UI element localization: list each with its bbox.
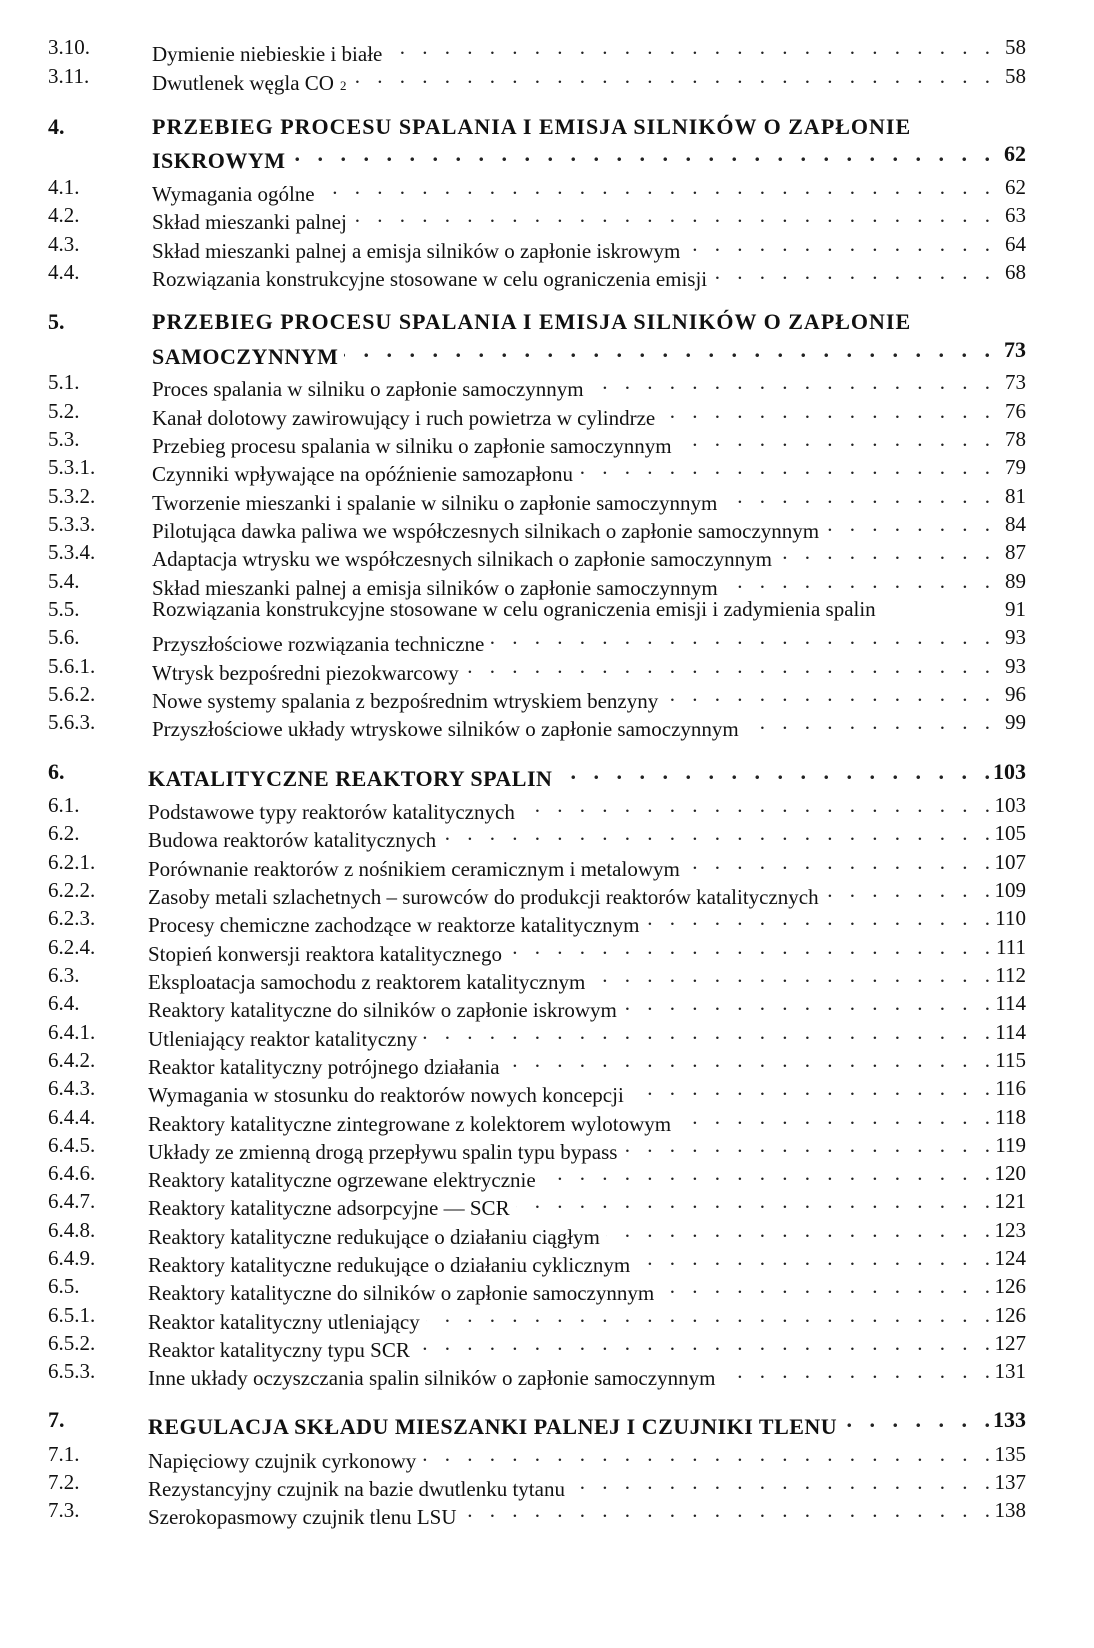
toc-section-title: Wtrysk bezpośredni piezokwarcowy	[152, 661, 459, 685]
toc-page-number: 73	[1004, 337, 1026, 362]
toc-entry[interactable]	[0, 397, 1094, 430]
toc-entry[interactable]	[0, 933, 1094, 966]
toc-section-title: Eksploatacja samochodu z reaktorem katalitycznym	[148, 970, 586, 994]
toc-entry[interactable]	[0, 1046, 1094, 1079]
toc-section-number: 6.4.1.	[48, 1020, 96, 1044]
toc-chapter-title: SAMOCZYNNYM	[152, 344, 339, 369]
toc-section-number: 6.5.1.	[48, 1303, 96, 1327]
dot-leader	[416, 1329, 990, 1357]
toc-page-number: 78	[1005, 427, 1026, 451]
toc-page-number: 110	[995, 906, 1026, 930]
dot-leader	[606, 1216, 990, 1244]
dot-leader	[660, 1272, 990, 1300]
toc-entry[interactable]	[0, 1187, 1094, 1220]
toc-page-number: 133	[993, 1407, 1026, 1432]
toc-section-number: 6.2.2.	[48, 878, 96, 902]
toc-section-number: 6.4.9.	[48, 1246, 96, 1270]
toc-section-title: Dymienie niebieskie i białe	[152, 42, 383, 66]
toc-page-number: 89	[1005, 569, 1026, 593]
dot-leader	[516, 1187, 990, 1215]
dot-leader	[344, 336, 990, 364]
toc-section-number: 3.10.	[48, 35, 90, 59]
dot-leader	[442, 819, 990, 847]
toc-section-number: 5.6.	[48, 625, 80, 649]
toc-page-number: 137	[994, 1470, 1026, 1494]
toc-section-number: 6.2.	[48, 821, 80, 845]
toc-entry[interactable]	[0, 680, 1094, 713]
toc-section-number: 7.1.	[48, 1442, 80, 1466]
toc-page-number: 84	[1005, 512, 1026, 536]
toc-section-number: 5.6.2.	[48, 682, 96, 706]
toc-section-number: 7.3.	[48, 1498, 80, 1522]
toc-section-title: Reaktor katalityczny typu SCR	[148, 1338, 410, 1362]
toc-entry[interactable]	[0, 1018, 1094, 1051]
toc-section-number: 6.5.	[48, 1274, 80, 1298]
dot-leader	[636, 1244, 990, 1272]
toc-section-title: Skład mieszanki palnej a emisja silników o zapłonie iskrowym	[152, 239, 681, 263]
toc-section-number: 5.3.3.	[48, 512, 96, 536]
toc-section-title: Procesy chemiczne zachodzące w reaktorze katalitycznym	[148, 913, 640, 937]
toc-chapter-number: 7.	[48, 1407, 65, 1432]
toc-page-number: 62	[1004, 141, 1026, 166]
toc-section-title: Reaktor katalityczny potrójnego działania	[148, 1055, 500, 1079]
toc-section-number: 6.2.4.	[48, 935, 96, 959]
toc-page-number: 91	[1005, 597, 1026, 621]
dot-leader	[388, 33, 990, 61]
dot-leader	[506, 1046, 990, 1074]
toc-entry[interactable]	[0, 595, 1094, 623]
toc-entry[interactable]	[0, 1244, 1094, 1277]
toc-section-number: 4.1.	[48, 175, 80, 199]
toc-entry[interactable]	[0, 173, 1094, 206]
toc-entry[interactable]	[0, 904, 1094, 937]
toc-section-title: Reaktory katalityczne redukujące o działaniu ciągłym	[148, 1225, 600, 1249]
toc-page-number: 96	[1005, 682, 1026, 706]
toc-entry[interactable]	[0, 1301, 1094, 1334]
toc-page-number: 123	[994, 1218, 1026, 1242]
toc-chapter-entry[interactable]	[0, 758, 1094, 791]
toc-entry[interactable]	[0, 33, 1094, 66]
toc-entry[interactable]	[0, 1440, 1094, 1473]
dot-leader	[422, 1440, 990, 1468]
toc-section-number: 6.4.	[48, 991, 80, 1015]
toc-page-number: 118	[995, 1105, 1026, 1129]
toc-section-title: Wymagania w stosunku do reaktorów nowych koncepcji	[148, 1083, 624, 1107]
dot-leader	[490, 623, 990, 651]
toc-section-number: 4.4.	[48, 260, 80, 284]
toc-section-number: 6.5.2.	[48, 1331, 96, 1355]
toc-section-title: Rozwiązania konstrukcyjne stosowane w celu ograniczenia emisji i zadymienia spalin	[152, 597, 876, 621]
toc-page-number: 135	[994, 1442, 1026, 1466]
toc-section-number: 5.5.	[48, 597, 80, 621]
dot-leader	[542, 1159, 990, 1187]
toc-section-title: Reaktory katalityczne do silników o zapłonie iskrowym	[148, 998, 617, 1022]
dot-leader	[745, 708, 990, 736]
toc-section-number: 5.6.3.	[48, 710, 96, 734]
toc-page-number: 112	[995, 963, 1026, 987]
toc-entry[interactable]	[0, 791, 1094, 824]
toc-section-number: 5.3.2.	[48, 484, 96, 508]
toc-entry[interactable]	[0, 538, 1094, 571]
toc-chapter-number: 6.	[48, 759, 65, 784]
toc-entry[interactable]	[0, 1468, 1094, 1501]
toc-chapter-title: REGULACJA SKŁADU MIESZANKI PALNEJ I CZUJNIKI TLENU	[148, 1414, 838, 1439]
toc-entry[interactable]	[0, 453, 1094, 486]
toc-section-title: Dwutlenek węgla CO	[152, 71, 334, 95]
toc-section-title: Inne układy oczyszczania spalin silników o zapłonie samoczynnym	[148, 1366, 716, 1390]
dot-leader	[590, 368, 990, 396]
toc-entry[interactable]	[0, 1272, 1094, 1305]
toc-page-number: 114	[995, 991, 1026, 1015]
toc-section-title: Proces spalania w silniku o zapłonie samoczynnym	[152, 377, 584, 401]
toc-section-title: Przyszłościowe rozwiązania techniczne	[152, 632, 485, 656]
toc-page-number: 81	[1005, 484, 1026, 508]
toc-section-number: 6.2.1.	[48, 850, 96, 874]
toc-chapter-entry[interactable]	[0, 140, 1094, 173]
toc-entry[interactable]: 3.11. Dwutlenek węgla CO 2 . . . 58	[0, 62, 1094, 90]
toc-section-number: 6.4.4.	[48, 1105, 96, 1129]
dot-leader	[521, 791, 990, 819]
toc-section-number: 6.4.2.	[48, 1048, 96, 1072]
toc-chapter-number: 5.	[48, 309, 65, 334]
toc-page-number: 79	[1005, 455, 1026, 479]
dot-leader	[423, 1018, 990, 1046]
toc-entry[interactable]	[0, 652, 1094, 685]
toc-section-number: 4.3.	[48, 232, 80, 256]
dot-leader	[321, 173, 990, 201]
toc-page-number: 63	[1005, 203, 1026, 227]
toc-section-title: Tworzenie mieszanki i spalanie w silniku o zapłonie samoczynnym	[152, 491, 718, 515]
toc-section-number: 6.4.6.	[48, 1161, 96, 1185]
toc-page-number: 103	[993, 759, 1026, 784]
toc-section-number: 5.3.4.	[48, 540, 96, 564]
toc-section-number: 6.4.8.	[48, 1218, 96, 1242]
toc-entry[interactable]	[0, 230, 1094, 263]
toc-entry[interactable]	[0, 819, 1094, 852]
toc-section-title: Przyszłościowe układy wtryskowe silników o zapłonie samoczynnym	[152, 717, 739, 741]
toc-page-number: 103	[994, 793, 1026, 817]
dot-leader	[508, 933, 990, 961]
dot-leader	[686, 848, 990, 876]
toc-section-number: 6.4.7.	[48, 1189, 96, 1213]
toc-page-number: 109	[994, 878, 1026, 902]
toc-entry[interactable]	[0, 201, 1094, 234]
dot-leader	[465, 652, 990, 680]
toc-entry[interactable]	[0, 1103, 1094, 1136]
toc-entry[interactable]	[0, 876, 1094, 909]
toc-section-number: 5.3.	[48, 427, 80, 451]
toc-section-title: Czynniki wpływające na opóźnienie samozapłonu	[152, 462, 574, 486]
toc-section-title: Budowa reaktorów katalitycznych	[148, 828, 437, 852]
dot-leader	[825, 510, 990, 538]
toc-page-number: 119	[995, 1133, 1026, 1157]
toc-page-number: 93	[1005, 625, 1026, 649]
toc-page-number: 126	[994, 1274, 1026, 1298]
toc-chapter-title: PRZEBIEG PROCESU SPALANIA I EMISJA SILNIKÓW O ZAPŁONIE	[152, 114, 912, 139]
dot-leader	[346, 62, 990, 90]
toc-section-title: Reaktory katalityczne ogrzewane elektrycznie	[148, 1168, 536, 1192]
toc-section-title: Szerokopasmowy czujnik tlenu LSU	[148, 1505, 457, 1529]
dot-leader	[723, 482, 990, 510]
toc-section-title: Stopień konwersji reaktora katalitycznego	[148, 942, 502, 966]
toc-page-number: 93	[1005, 654, 1026, 678]
dot-leader	[630, 1074, 990, 1102]
toc-section-title: Przebieg procesu spalania w silniku o zapłonie samoczynnym	[152, 434, 672, 458]
toc-section-number: 5.1.	[48, 370, 80, 394]
toc-section-title: Pilotująca dawka paliwa we współczesnych silnikach o zapłonie samoczynnym	[152, 519, 820, 543]
toc-section-number: 4.2.	[48, 203, 80, 227]
toc-section-title: Reaktory katalityczne redukujące o działaniu cyklicznym	[148, 1253, 631, 1277]
toc-page-number: 114	[995, 1020, 1026, 1044]
dot-leader	[686, 230, 990, 258]
toc-entry[interactable]	[0, 989, 1094, 1022]
toc-chapter-heading-line1	[0, 113, 1094, 141]
dot-leader	[426, 1301, 990, 1329]
toc-entry[interactable]	[0, 623, 1094, 656]
toc-page-number: 138	[994, 1498, 1026, 1522]
toc-page-number: 111	[996, 935, 1026, 959]
toc-section-number: 6.4.5.	[48, 1133, 96, 1157]
toc-section-number: 6.2.3.	[48, 906, 96, 930]
dot-leader	[778, 538, 990, 566]
toc-page-number: 107	[994, 850, 1026, 874]
toc-section-title: Zasoby metali szlachetnych – surowców do produkcji reaktorów katalitycznych	[148, 885, 819, 909]
toc-page-number: 58	[1005, 35, 1026, 59]
toc-entry[interactable]	[0, 567, 1094, 600]
toc-section-title: Nowe systemy spalania z bezpośrednim wtryskiem benzyny	[152, 689, 659, 713]
toc-entry[interactable]	[0, 1216, 1094, 1249]
dot-leader	[721, 1357, 990, 1385]
toc-page-number: 62	[1005, 175, 1026, 199]
dot-leader	[645, 904, 990, 932]
toc-section-title: Reaktory katalityczne adsorpcyjne — SCR	[148, 1196, 510, 1220]
toc-chapter-title: ISKROWYM	[152, 148, 286, 173]
toc-entry[interactable]	[0, 368, 1094, 401]
toc-entry[interactable]	[0, 482, 1094, 515]
toc-section-title: Rozwiązania konstrukcyjne stosowane w celu ograniczenia emisji	[152, 267, 708, 291]
toc-page-number: 73	[1005, 370, 1026, 394]
toc-section-number: 6.4.3.	[48, 1076, 96, 1100]
toc-page-number: 76	[1005, 399, 1026, 423]
toc-entry[interactable]	[0, 1131, 1094, 1164]
toc-page-number: 124	[994, 1246, 1026, 1270]
toc-entry[interactable]	[0, 848, 1094, 881]
toc-entry[interactable]	[0, 1074, 1094, 1107]
toc-entry[interactable]	[0, 258, 1094, 291]
toc-entry[interactable]	[0, 1357, 1094, 1390]
toc-entry[interactable]	[0, 1496, 1094, 1529]
toc-entry[interactable]	[0, 1329, 1094, 1362]
toc-section-number: 7.2.	[48, 1470, 80, 1494]
toc-page-number: 116	[995, 1076, 1026, 1100]
toc-section-title: Napięciowy czujnik cyrkonowy	[148, 1449, 417, 1473]
toc-page-number: 121	[994, 1189, 1026, 1213]
toc-section-title: Rezystancyjny czujnik na bazie dwutlenku tytanu	[148, 1477, 565, 1501]
toc-entry[interactable]	[0, 510, 1094, 543]
toc-section-title: Utleniający reaktor katalityczny	[148, 1027, 418, 1051]
dot-leader	[843, 1406, 990, 1434]
toc-section-title: Podstawowe typy reaktorów katalitycznych	[148, 800, 515, 824]
toc-page-number: 99	[1005, 710, 1026, 734]
toc-section-title: Skład mieszanki palnej	[152, 210, 347, 234]
dot-leader	[664, 680, 990, 708]
dot-leader	[571, 1468, 990, 1496]
toc-page-number: 64	[1005, 232, 1026, 256]
toc-section-title: Kanał dolotowy zawirowujący i ruch powietrza w cylindrze	[152, 406, 656, 430]
toc-section-number: 6.1.	[48, 793, 80, 817]
toc-chapter-heading-line1	[0, 308, 1094, 336]
toc-section-title: Porównanie reaktorów z nośnikiem ceramicznym i metalowym	[148, 857, 680, 881]
toc-chapter-title: PRZEBIEG PROCESU SPALANIA I EMISJA SILNIKÓW O ZAPŁONIE	[152, 309, 912, 334]
toc-page-number: 105	[994, 821, 1026, 845]
toc-section-number: 5.4.	[48, 569, 80, 593]
toc-page-number: 58	[1005, 64, 1026, 88]
dot-leader	[713, 258, 990, 286]
toc-entry[interactable]	[0, 1159, 1094, 1192]
toc-section-title: Reaktory katalityczne do silników o zapłonie samoczynnym	[148, 1281, 655, 1305]
dot-leader	[558, 758, 990, 786]
dot-leader	[591, 961, 990, 989]
toc-section-number: 6.5.3.	[48, 1359, 96, 1383]
toc-section-title: Skład mieszanki palnej a emisja silników o zapłonie samoczynnym	[152, 576, 718, 600]
dot-leader	[292, 140, 990, 168]
toc-section-title: Adaptacja wtrysku we współczesnych silnikach o zapłonie samoczynnym	[152, 547, 772, 571]
toc-section-title: Układy ze zmienną drogą przepływu spalin typu bypass	[148, 1140, 618, 1164]
toc-page-number: 68	[1005, 260, 1026, 284]
toc-section-number: 5.6.1.	[48, 654, 96, 678]
toc-section-number: 5.2.	[48, 399, 80, 423]
dot-leader	[579, 453, 990, 481]
dot-leader	[661, 397, 990, 425]
toc-section-title: Wymagania ogólne	[152, 182, 315, 206]
dot-leader	[677, 1103, 990, 1131]
toc-section-title: Reaktory katalityczne zintegrowane z kolektorem wylotowym	[148, 1112, 672, 1136]
toc-page-number: 120	[994, 1161, 1026, 1185]
dot-leader	[623, 989, 990, 1017]
toc-chapter-title: KATALITYCZNE REAKTORY SPALIN	[148, 766, 553, 791]
toc-section-number: 3.11.	[48, 64, 90, 88]
toc-page-number: 126	[994, 1303, 1026, 1327]
dot-leader	[353, 201, 990, 229]
toc-section-number: 5.3.1.	[48, 455, 96, 479]
toc-entry[interactable]	[0, 425, 1094, 458]
dot-leader	[463, 1496, 990, 1524]
toc-page-number: 87	[1005, 540, 1026, 564]
toc-chapter-entry[interactable]	[0, 336, 1094, 369]
toc-page-number: 131	[994, 1359, 1026, 1383]
dot-leader	[825, 876, 990, 904]
dot-leader	[623, 1131, 990, 1159]
toc-chapter-entry[interactable]	[0, 1406, 1094, 1439]
dot-leader	[724, 567, 990, 595]
toc-page-number: 115	[995, 1048, 1026, 1072]
toc-chapter-number: 4.	[48, 114, 65, 139]
toc-page-number: 127	[994, 1331, 1026, 1355]
toc-section-number: 6.3.	[48, 963, 80, 987]
toc-entry[interactable]	[0, 961, 1094, 994]
toc-entry[interactable]	[0, 708, 1094, 741]
toc-section-title: Reaktor katalityczny utleniający	[148, 1310, 420, 1334]
dot-leader	[678, 425, 990, 453]
